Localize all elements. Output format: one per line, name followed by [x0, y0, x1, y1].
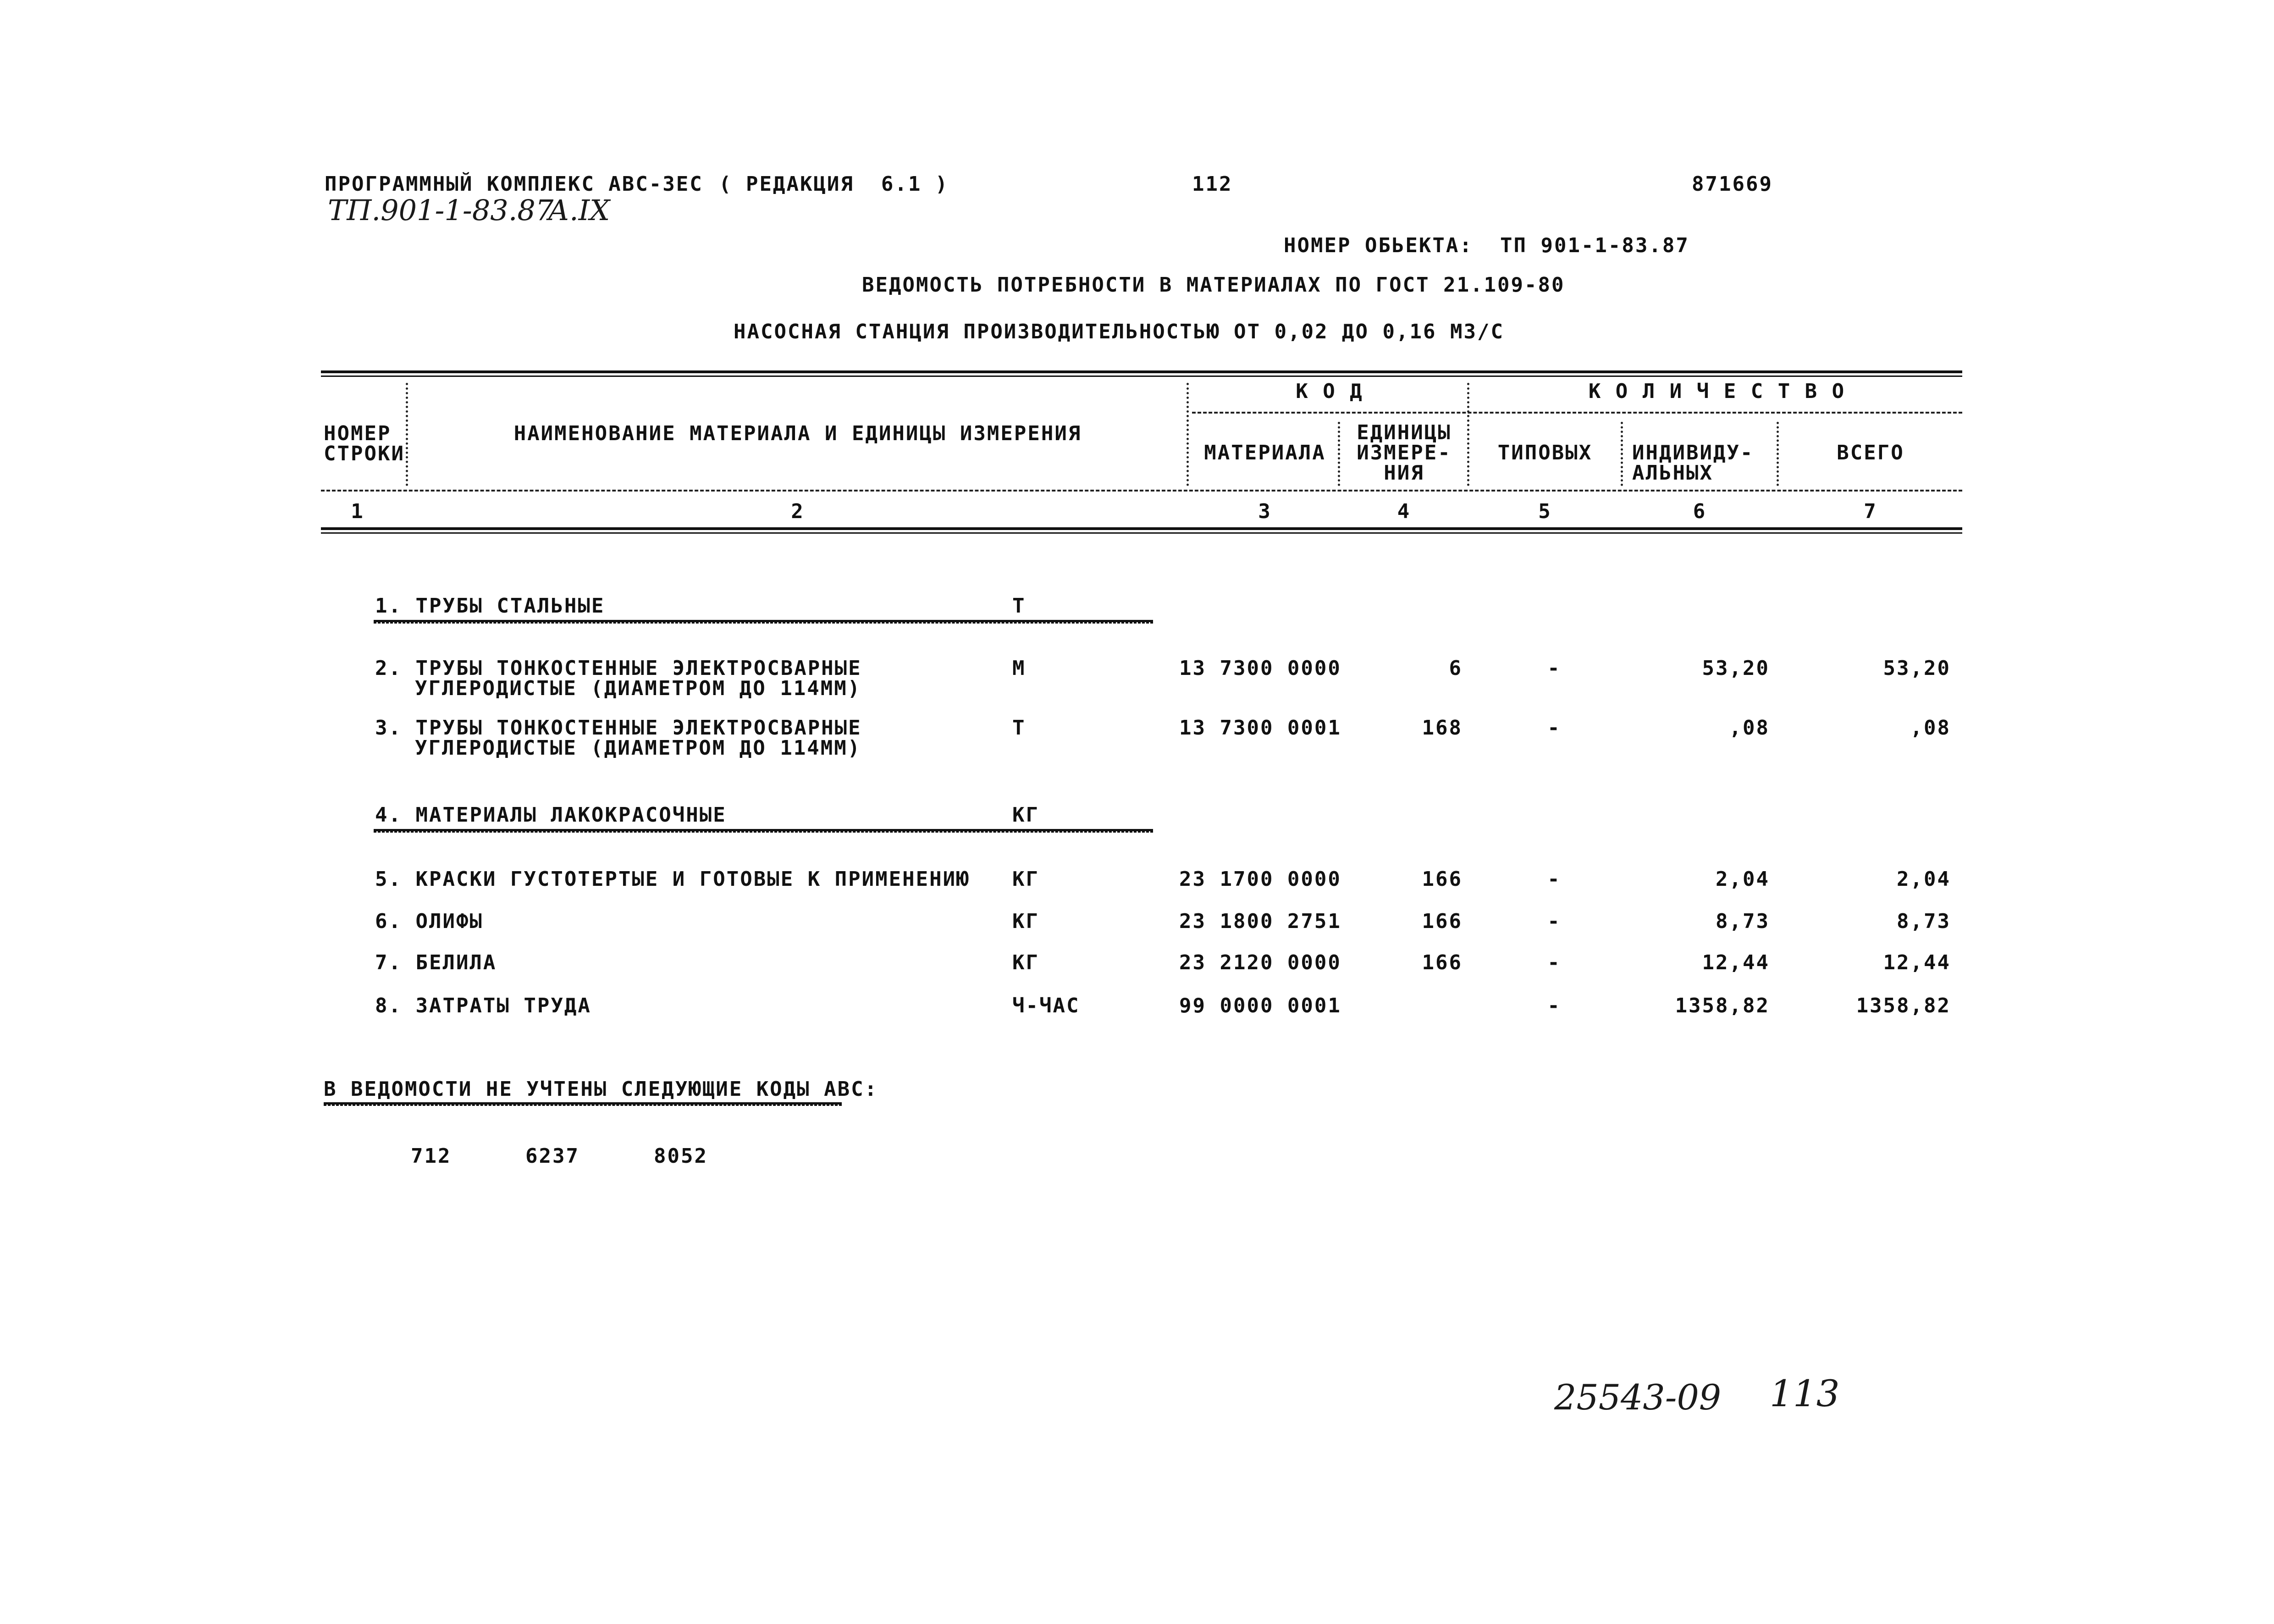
name-column-header: НАИМЕНОВАНИЕ МАТЕРИАЛА И ЕДИНИЦЫ ИЗМЕРЕНИЯ: [513, 422, 1082, 445]
unit: КГ: [1012, 910, 1039, 933]
typical-quantity: -: [1547, 994, 1561, 1017]
individual-quantity: 8,73: [1716, 910, 1770, 933]
excluded-code: 8052: [654, 1144, 708, 1168]
material-name: 6. ОЛИФЫ: [375, 910, 483, 933]
unit-code: 6: [1449, 657, 1463, 680]
individual-quantity: 2,04: [1716, 867, 1770, 891]
unit: КГ: [1012, 951, 1039, 974]
divider-2: [1187, 383, 1189, 486]
individual-quantity: 12,44: [1702, 951, 1770, 974]
col-number-6: 6: [1693, 500, 1707, 523]
unit-code: 166: [1422, 910, 1463, 933]
material-name-continued: УГЛЕРОДИСТЫЕ (ДИАМЕТРОМ ДО 114ММ): [415, 736, 861, 760]
col-number-5: 5: [1538, 500, 1552, 523]
material-code: 13 7300 0001: [1179, 716, 1341, 740]
total-quantity: 53,20: [1883, 657, 1951, 680]
divider-1: [406, 383, 408, 486]
quantity-group-header: К О Л И Ч Е С Т В О: [1588, 380, 1846, 403]
handwritten-archive-number: 25543-09: [1554, 1377, 1722, 1418]
total-header: ВСЕГО: [1837, 441, 1904, 464]
material-name: 1. ТРУБЫ СТАЛЬНЫЕ: [375, 594, 605, 618]
typical-quantity: -: [1547, 657, 1561, 680]
col-number-1: 1: [351, 500, 364, 523]
individual-quantity: 53,20: [1702, 657, 1770, 680]
typical-header: ТИПОВЫХ: [1497, 441, 1593, 464]
material-code: 23 1800 2751: [1179, 910, 1341, 933]
material-code: 23 1700 0000: [1179, 867, 1341, 891]
material-name-continued: УГЛЕРОДИСТЫЕ (ДИАМЕТРОМ ДО 114ММ): [415, 677, 861, 700]
material-name: 5. КРАСКИ ГУСТОТЕРТЫЕ И ГОТОВЫЕ К ПРИМЕНЕНИЮ: [375, 867, 970, 891]
handwritten-project-number: ТП.901-1-83.87: [328, 193, 554, 227]
header-bottom-rule: [321, 490, 1962, 492]
code-group-header: К О Д: [1296, 380, 1363, 403]
material-name: 2. ТРУБЫ ТОНКОСТЕННЫЕ ЭЛЕКТРОСВАРНЫЕ: [375, 657, 862, 680]
total-quantity: 12,44: [1883, 951, 1951, 974]
material-name: 3. ТРУБЫ ТОНКОСТЕННЫЕ ЭЛЕКТРОСВАРНЫЕ: [375, 716, 862, 740]
table-top-rule: [321, 370, 1962, 377]
header-end-rule: [321, 527, 1962, 534]
section-underline: [374, 829, 1153, 833]
unit-code-header-3: НИЯ: [1384, 461, 1424, 485]
material-code: 99 0000 0001: [1179, 994, 1341, 1017]
individual-header-1: ИНДИВИДУ-: [1632, 441, 1754, 464]
unit-code: 166: [1422, 951, 1463, 974]
individual-quantity: ,08: [1729, 716, 1770, 740]
total-quantity: 1358,82: [1856, 994, 1951, 1017]
material-code: 13 7300 0000: [1179, 657, 1341, 680]
material-code-header: МАТЕРИАЛА: [1204, 441, 1326, 464]
individual-header-2: АЛЬНЫХ: [1632, 461, 1713, 485]
document-subtitle: НАСОСНАЯ СТАНЦИЯ ПРОИЗВОДИТЕЛЬНОСТЬЮ ОТ 0,02 ДО 0,16 М3/С: [734, 320, 1504, 343]
excluded-code: 6237: [525, 1144, 580, 1168]
unit: Т: [1012, 716, 1026, 740]
col-number-7: 7: [1864, 500, 1877, 523]
object-number-label: НОМЕР ОБЬЕКТА:: [1284, 234, 1473, 257]
document-title: ВЕДОМОСТЬ ПОТРЕБНОСТИ В МАТЕРИАЛАХ ПО ГОСТ 21.109-80: [862, 273, 1565, 297]
col-number-2: 2: [791, 500, 805, 523]
individual-quantity: 1358,82: [1675, 994, 1770, 1017]
row-number-header-2: СТРОКИ: [324, 442, 405, 465]
excluded-codes-note: В ВЕДОМОСТИ НЕ УЧТЕНЫ СЛЕДУЮЩИЕ КОДЫ АВС:: [324, 1077, 878, 1101]
col-number-3: 3: [1258, 500, 1272, 523]
header-group-rule: [1192, 412, 1962, 414]
unit-code-header-2: ИЗМЕРЕ-: [1357, 441, 1452, 464]
typical-quantity: -: [1547, 867, 1561, 891]
note-underline: [324, 1102, 842, 1106]
unit: Ч-ЧАС: [1012, 994, 1080, 1017]
document-code: 871669: [1692, 172, 1773, 196]
unit: КГ: [1012, 803, 1039, 827]
material-code: 23 2120 0000: [1179, 951, 1341, 974]
unit-code-header-1: ЕДИНИЦЫ: [1357, 421, 1452, 444]
excluded-code: 712: [411, 1144, 452, 1168]
divider-3: [1338, 422, 1340, 486]
handwritten-page-number: 113: [1770, 1372, 1840, 1415]
unit: Т: [1012, 594, 1026, 618]
divider-4: [1467, 383, 1469, 486]
divider-5: [1621, 422, 1623, 486]
total-quantity: 8,73: [1897, 910, 1951, 933]
material-name: 4. МАТЕРИАЛЫ ЛАКОКРАСОЧНЫЕ: [375, 803, 727, 827]
unit: КГ: [1012, 867, 1039, 891]
total-quantity: 2,04: [1897, 867, 1951, 891]
material-name: 8. ЗАТРАТЫ ТРУДА: [375, 994, 591, 1017]
page-number: 112: [1192, 172, 1233, 196]
handwritten-album-number: А.IX: [548, 193, 610, 227]
typical-quantity: -: [1547, 910, 1561, 933]
typical-quantity: -: [1547, 951, 1561, 974]
row-number-header-1: НОМЕР: [324, 422, 392, 445]
section-underline: [374, 620, 1153, 624]
edition-label: ( РЕДАКЦИЯ 6.1 ): [719, 172, 949, 196]
typical-quantity: -: [1547, 716, 1561, 740]
col-number-4: 4: [1397, 500, 1411, 523]
unit: М: [1012, 657, 1026, 680]
total-quantity: ,08: [1910, 716, 1951, 740]
material-name: 7. БЕЛИЛА: [375, 951, 497, 974]
unit-code: 166: [1422, 867, 1463, 891]
object-number-value: ТП 901-1-83.87: [1500, 234, 1689, 257]
unit-code: 168: [1422, 716, 1463, 740]
program-name: ПРОГРАММНЫЙ КОМПЛЕКС АВС-ЗЕС: [325, 172, 703, 196]
